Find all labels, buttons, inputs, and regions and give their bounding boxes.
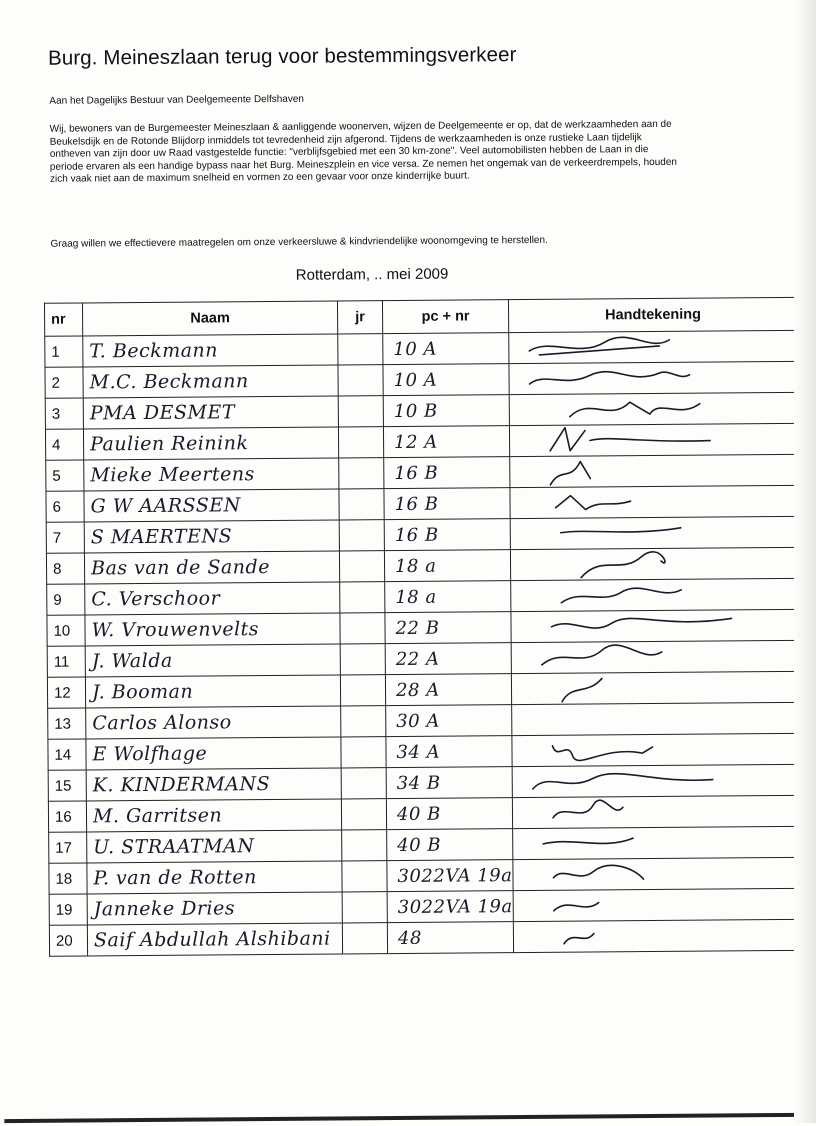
- handwritten-house-number: 18 a: [394, 555, 437, 577]
- handwritten-house-number: 28 A: [395, 679, 440, 701]
- name-cell: [87, 892, 342, 925]
- row-number: 9: [47, 584, 85, 615]
- year-cell: [339, 520, 384, 551]
- signature-cell: [513, 888, 802, 921]
- handwritten-house-number: 10 A: [393, 369, 438, 391]
- signature-scribble: [512, 734, 782, 766]
- signature-scribble: [510, 455, 780, 487]
- handwritten-name: PMA DESMET: [89, 401, 236, 425]
- handwritten-name: J. Walda: [91, 649, 173, 673]
- signature-cell: [512, 764, 801, 797]
- signature-scribble: [512, 672, 782, 704]
- name-cell: [87, 923, 342, 956]
- name-cell: [85, 644, 340, 677]
- name-cell: [87, 830, 342, 863]
- name-cell: [84, 520, 339, 553]
- year-cell: [339, 489, 384, 520]
- document-title: Burg. Meineszlaan terug voor bestemmingsverkeer: [47, 43, 517, 70]
- name-cell: [86, 737, 341, 770]
- handwritten-name: K. KINDERMANS: [92, 773, 271, 797]
- handwritten-name: W. Vrouwenvelts: [91, 618, 260, 642]
- header-naam: Naam: [82, 301, 337, 336]
- postcode-cell: [384, 457, 510, 489]
- handwritten-name: Mieke Meertens: [90, 463, 255, 487]
- signature-scribble: [511, 517, 781, 549]
- signature-scribble: [510, 486, 780, 518]
- signature-cell: [509, 361, 798, 394]
- row-number: 20: [49, 925, 87, 956]
- postcode-cell: [387, 860, 513, 892]
- signature-table: [44, 297, 803, 957]
- year-cell: [342, 861, 387, 892]
- signature-cell: [510, 485, 799, 518]
- postcode-cell: [387, 829, 513, 861]
- postcode-cell: [383, 395, 509, 427]
- signature-scribble: [510, 393, 780, 425]
- handwritten-name: M. Garritsen: [92, 804, 223, 828]
- petition-request: Graag willen we effectievere maatregelen om onze verkeersluwe & kindvriendelijke woonomgeving te herstellen.: [50, 234, 548, 250]
- signature-cell: [509, 423, 798, 456]
- row-number: 10: [47, 615, 85, 646]
- handwritten-house-number: 12 A: [393, 431, 438, 453]
- paper-edge: [4, 1113, 816, 1123]
- postcode-cell: [387, 922, 513, 954]
- row-number: 12: [47, 677, 85, 708]
- handwritten-house-number: 10 A: [393, 338, 438, 360]
- row-number: 6: [46, 491, 84, 522]
- row-number: 17: [49, 832, 87, 863]
- signature-scribble: [513, 827, 783, 859]
- handwritten-name: S MAERTENS: [90, 525, 233, 549]
- year-cell: [342, 923, 387, 954]
- row-number: 15: [48, 770, 86, 801]
- signature-cell: [513, 826, 802, 859]
- header-handtekening: Handtekening: [508, 297, 797, 332]
- name-cell: [83, 334, 338, 367]
- name-cell: [87, 861, 342, 894]
- row-number: 18: [49, 863, 87, 894]
- year-cell: [342, 892, 387, 923]
- handwritten-name: P. van de Rotten: [93, 866, 257, 890]
- year-cell: [339, 551, 384, 582]
- postcode-cell: [383, 333, 509, 365]
- handwritten-house-number: 3022VA 19a: [397, 864, 513, 887]
- row-number: 1: [45, 336, 83, 367]
- header-nr: nr: [44, 303, 82, 336]
- postcode-cell: [386, 767, 512, 799]
- postcode-cell: [385, 674, 511, 706]
- handwritten-name: G W AARSSEN: [90, 494, 241, 518]
- handwritten-name: Janneke Dries: [93, 897, 236, 921]
- name-cell: [84, 551, 339, 584]
- handwritten-house-number: 30 A: [396, 710, 440, 732]
- signature-scribble: [511, 610, 781, 642]
- handwritten-house-number: 40 B: [397, 834, 442, 856]
- row-number: 11: [47, 646, 85, 677]
- signature-scribble: [511, 548, 781, 580]
- row-number: 19: [49, 894, 87, 925]
- signature-cell: [509, 330, 798, 363]
- table-row: [49, 919, 802, 956]
- header-pc: pc + nr: [382, 300, 508, 334]
- name-cell: [84, 458, 339, 491]
- year-cell: [342, 830, 387, 861]
- handwritten-house-number: 34 B: [396, 772, 441, 794]
- row-number: 8: [46, 553, 84, 584]
- handwritten-house-number: 48: [397, 927, 422, 949]
- handwritten-house-number: 40 B: [396, 803, 441, 825]
- header-jr: jr: [337, 301, 382, 334]
- handwritten-house-number: 16 B: [394, 493, 439, 515]
- row-number: 7: [46, 522, 84, 553]
- signature-scribble: [512, 641, 782, 673]
- postcode-cell: [385, 612, 511, 644]
- name-cell: [83, 396, 338, 429]
- signature-cell: [513, 857, 802, 890]
- scan-edge-shadow: [794, 0, 816, 1123]
- year-cell: [340, 582, 385, 613]
- petition-text: Wij, bewoners van de Burgemeester Meineszlaan & aanliggende woonerven, wijzen de Deelgemeente er op, dat de werkzaamheden aan de Beukelsdijk en de Rotonde Blijdorp inmiddels tot tevredenheid zijn afgerond. Tijdens de werkzaamheden is onze rustieke Laan tijdelijk ontheven van zijn door uw Raad vastgestelde functie: "verblijfsgebied met een 30 km-zone". Veel automobilisten hebben de Laan in die periode ervaren als een handige bypass naar het Burg. Meineszplein en vice versa. Ze nemen het ongemak van de verkeerdrempels, houden zich vaak niet aan de maximum snelheid en vormen zo een gevaar voor onze kinderrijke buurt.: [49, 118, 677, 185]
- signature-cell: [513, 919, 802, 952]
- name-cell: [83, 427, 338, 460]
- row-number: 5: [46, 460, 84, 491]
- handwritten-name: E Wolfhage: [92, 742, 208, 766]
- postcode-cell: [386, 736, 512, 768]
- name-cell: [85, 675, 340, 708]
- signature-cell: [511, 578, 800, 611]
- handwritten-name: U. STRAATMAN: [93, 835, 255, 859]
- handwritten-name: Saif Abdullah Alshibani: [93, 927, 331, 952]
- postcode-cell: [384, 550, 510, 582]
- handwritten-house-number: 16 B: [394, 524, 439, 546]
- signature-scribble: [513, 858, 783, 890]
- year-cell: [339, 458, 384, 489]
- handwritten-house-number: 16 B: [394, 462, 439, 484]
- row-number: 14: [48, 739, 86, 770]
- year-cell: [338, 334, 383, 365]
- signature-scribble: [513, 765, 783, 797]
- signature-scribble: [509, 362, 779, 394]
- signature-cell: [509, 392, 798, 425]
- name-cell: [85, 582, 340, 615]
- row-number: 3: [45, 398, 83, 429]
- year-cell: [341, 768, 386, 799]
- year-cell: [338, 365, 383, 396]
- name-cell: [85, 613, 340, 646]
- postcode-cell: [383, 426, 509, 458]
- handwritten-name: Bas van de Sande: [90, 556, 270, 580]
- signature-cell: [510, 547, 799, 580]
- signature-cell: [512, 702, 801, 735]
- place-date: Rotterdam, .. mei 2009: [295, 265, 449, 284]
- signature-cell: [510, 454, 799, 487]
- postcode-cell: [386, 798, 512, 830]
- name-cell: [86, 768, 341, 801]
- postcode-cell: [386, 705, 512, 737]
- year-cell: [341, 737, 386, 768]
- signature-scribble: [511, 579, 781, 611]
- year-cell: [338, 427, 383, 458]
- handwritten-name: Carlos Alonso: [92, 711, 232, 735]
- name-cell: [83, 365, 338, 398]
- postcode-cell: [387, 891, 513, 923]
- signature-scribble: [514, 920, 784, 952]
- handwritten-house-number: 10 B: [393, 400, 438, 422]
- handwritten-name: Paulien Reinink: [89, 432, 249, 456]
- postcode-cell: [384, 488, 510, 520]
- year-cell: [340, 613, 385, 644]
- year-cell: [340, 644, 385, 675]
- signature-cell: [511, 640, 800, 673]
- name-cell: [86, 799, 341, 832]
- handwritten-name: C. Verschoor: [91, 587, 221, 611]
- year-cell: [341, 799, 386, 830]
- signature-cell: [512, 795, 801, 828]
- handwritten-name: T. Beckmann: [89, 339, 219, 363]
- name-cell: [84, 489, 339, 522]
- addressee-line: Aan het Dagelijks Bestuur van Deelgemeente Delfshaven: [49, 93, 305, 107]
- postcode-cell: [385, 581, 511, 613]
- year-cell: [338, 396, 383, 427]
- signature-scribble: [513, 796, 783, 828]
- handwritten-name: M.C. Beckmann: [89, 370, 249, 394]
- name-cell: [86, 706, 341, 739]
- signature-cell: [512, 733, 801, 766]
- signature-scribble: [509, 331, 779, 363]
- signature-cell: [510, 516, 799, 549]
- signature-cell: [511, 671, 800, 704]
- row-number: 13: [48, 708, 86, 739]
- signature-scribble: [514, 889, 784, 921]
- postcode-cell: [383, 364, 509, 396]
- handwritten-name: J. Booman: [91, 680, 194, 704]
- row-number: 4: [45, 429, 83, 460]
- row-number: 16: [48, 801, 86, 832]
- postcode-cell: [384, 519, 510, 551]
- year-cell: [340, 675, 385, 706]
- postcode-cell: [385, 643, 511, 675]
- row-number: 2: [45, 367, 83, 398]
- handwritten-house-number: 34 A: [396, 741, 441, 763]
- handwritten-house-number: 22 B: [395, 617, 440, 639]
- handwritten-house-number: 22 A: [395, 648, 440, 670]
- handwritten-house-number: 3022VA 19a: [397, 895, 513, 918]
- year-cell: [341, 706, 386, 737]
- signature-cell: [511, 609, 800, 642]
- handwritten-house-number: 18 a: [395, 586, 437, 608]
- signature-scribble: [510, 424, 780, 456]
